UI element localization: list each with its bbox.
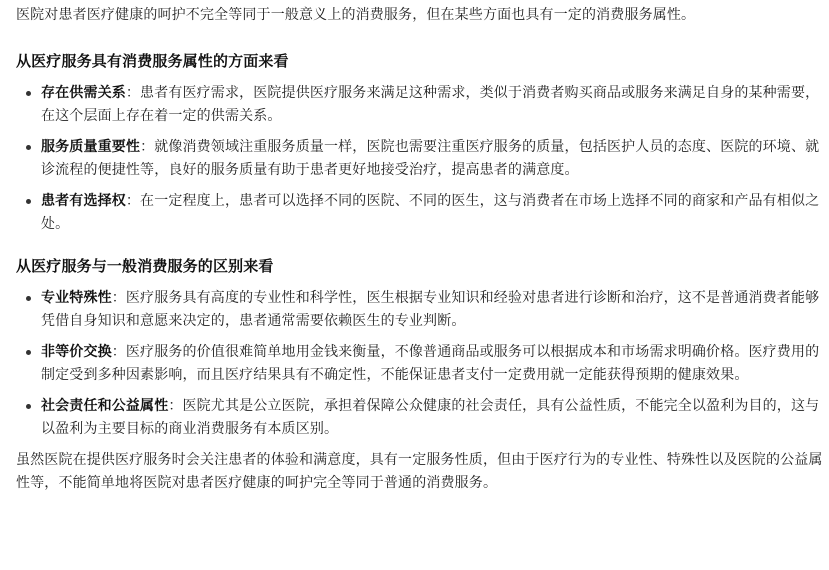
list-item bbox=[16, 190, 823, 236]
bullet-icon bbox=[26, 91, 31, 96]
bullet-icon bbox=[26, 145, 31, 150]
section-heading-consumer-attributes: 从医疗服务具有消费服务属性的方面来看 bbox=[16, 52, 289, 70]
item-term: 存在供需关系 bbox=[41, 85, 126, 101]
item-term: 社会责任和公益属性 bbox=[41, 398, 169, 414]
bullet-icon bbox=[26, 296, 31, 301]
item-text: ：患者有医疗需求，医院提供医疗服务来满足这种需求，类似于消费者购买商品或服务来满足自身的某种需要，在这个层面上存在着一定的供需关系。 bbox=[41, 85, 820, 124]
item-term: 非等价交换 bbox=[41, 344, 112, 360]
section-heading-differences: 从医疗服务与一般消费服务的区别来看 bbox=[16, 257, 274, 275]
item-term: 服务质量重要性 bbox=[41, 139, 141, 155]
bullet-icon bbox=[26, 199, 31, 204]
list-item bbox=[16, 341, 823, 387]
list-item bbox=[16, 136, 823, 182]
differences-list bbox=[16, 287, 823, 441]
item-term: 患者有选择权 bbox=[41, 193, 126, 209]
bullet-icon bbox=[26, 350, 31, 355]
list-item bbox=[16, 82, 823, 128]
intro-paragraph: 医院对患者医疗健康的呵护不完全等同于一般意义上的消费服务，但在某些方面也具有一定的消费服务属性。 bbox=[16, 7, 696, 23]
item-text: ：在一定程度上，患者可以选择不同的医院、不同的医生，这与消费者在市场上选择不同的商家和产品有相似之处。 bbox=[41, 193, 820, 232]
item-text: ：医院尤其是公立医院，承担着保障公众健康的社会责任，具有公益性质，不能完全以盈利为目的，这与以盈利为主要目标的商业消费服务有本质区别。 bbox=[41, 398, 820, 437]
list-item bbox=[16, 287, 823, 333]
consumer-attributes-list bbox=[16, 82, 823, 236]
bullet-icon bbox=[26, 404, 31, 409]
item-text: ：医疗服务具有高度的专业性和科学性，医生根据专业知识和经验对患者进行诊断和治疗，这不是普通消费者能够凭借自身知识和意愿来决定的，患者通常需要依赖医生的专业判断。 bbox=[41, 290, 820, 329]
item-text: ：就像消费领域注重服务质量一样，医院也需要注重医疗服务的质量，包括医护人员的态度、医院的环境、就诊流程的便捷性等，良好的服务质量有助于患者更好地接受治疗，提高患者的满意度。 bbox=[41, 139, 820, 178]
list-item bbox=[16, 395, 823, 441]
item-text: ：医疗服务的价值很难简单地用金钱来衡量，不像普通商品或服务可以根据成本和市场需求明确价格。医疗费用的制定受到多种因素影响，而且医疗结果具有不确定性，不能保证患者支付一定费用就一定能获得预期的健康效果。 bbox=[41, 344, 820, 383]
conclusion-paragraph: 虽然医院在提供医疗服务时会关注患者的体验和满意度，具有一定服务性质，但由于医疗行为的专业性、特殊性以及医院的公益属性等，不能简单地将医院对患者医疗健康的呵护完全等同于普通的消费服务。 bbox=[16, 452, 823, 491]
item-term: 专业特殊性 bbox=[41, 290, 112, 306]
